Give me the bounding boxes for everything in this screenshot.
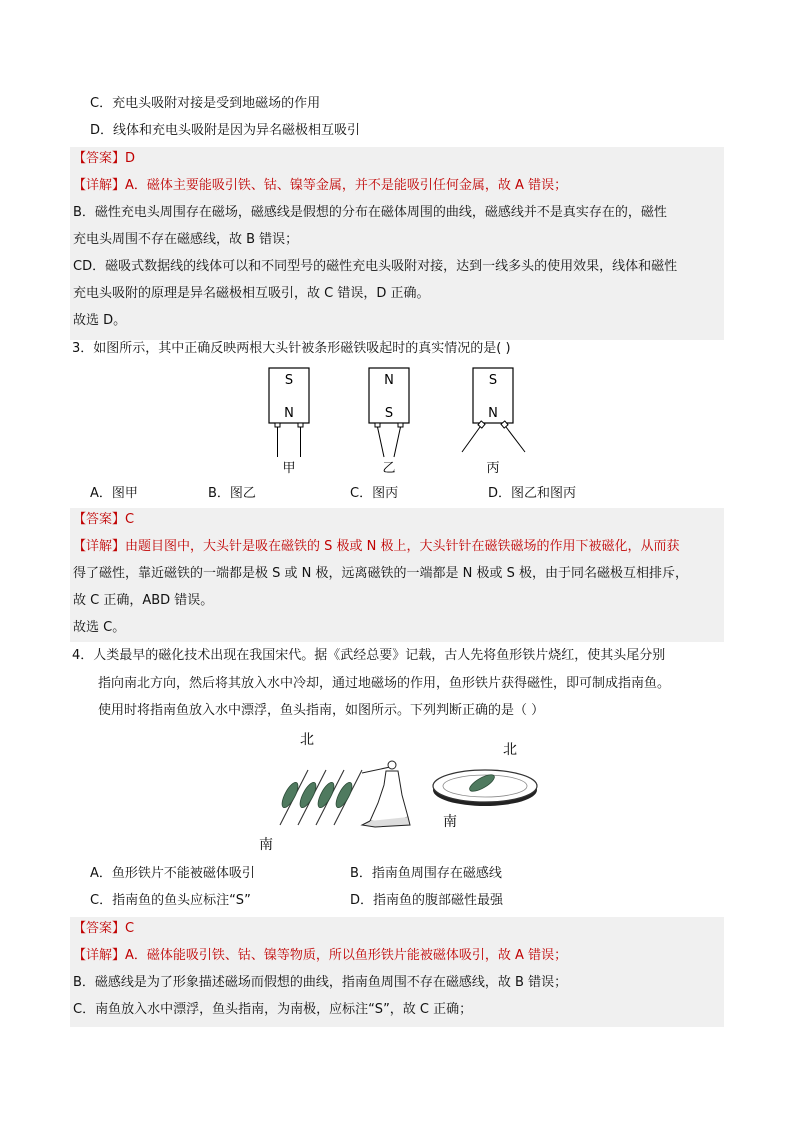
detail-label: 【详解】 [73,178,126,193]
answer-label: 【答案】 [73,921,126,936]
detail-line: B．磁性充电头周围存在磁场，磁感线是假想的分布在磁体周围的曲线，磁感线并不是真实存在的，磁性 [73,205,667,220]
detail-label: 【详解】 [73,539,126,554]
q3-option-d: D．图乙和图丙 [488,486,577,501]
q2-answer-block [70,147,724,340]
q4-option-b: B．指南鱼周围存在磁感线 [350,866,502,881]
conclusion: 故选 D。 [73,313,127,328]
answer-label: 【答案】 [73,151,126,166]
detail-line: 得了磁性，靠近磁铁的一端都是极 S 或 N 极，远离磁铁的一端都是 N 极或 S 极，由于同名磁极互相排斥， [73,566,689,581]
q3-figure [255,365,545,480]
detail-line: C．南鱼放入水中漂浮，鱼头指南，为南极，应标注“S”，故 C 正确； [73,1002,473,1017]
south-label: 南 [259,837,273,853]
figure-caption: 丙 [486,461,500,476]
answer-value: C [125,512,135,527]
q3-answer-block [70,508,724,642]
q2-option-d: D．线体和充电头吸附是因为异名磁极相互吸引 [90,123,361,138]
detail-label: 【详解】 [73,948,126,963]
figure-bing [462,368,525,476]
magnet-top-pole: S [284,373,294,388]
north-label: 北 [300,732,314,748]
north-label: 北 [503,742,517,758]
detail-line: B．磁感线是为了形象描述磁场而假想的曲线，指南鱼周围不存在磁感线，故 B 错误； [73,975,568,990]
magnet-bottom-pole: N [488,406,498,421]
magnet-top-pole: N [384,373,394,388]
q4-option-d: D．指南鱼的腹部磁性最强 [350,893,504,908]
magnet-top-pole: S [488,373,498,388]
q3-option-a: A．图甲 [90,486,138,501]
conclusion: 故选 C。 [73,620,126,635]
q4-option-a: A．鱼形铁片不能被磁体吸引 [90,866,255,881]
q4-option-c: C．指南鱼的鱼头应标注“S” [90,893,251,908]
detail-line: CD．磁吸式数据线的线体可以和不同型号的磁性充电头吸附对接，达到一线多头的使用效果，线体和磁性 [73,259,678,274]
figure-jia [269,368,309,476]
answer-value: C [125,921,135,936]
figure-yi [369,368,409,476]
detail-line: 由题目图中，大头针是吸在磁铁的 S 极或 N 极上，大头针针在磁铁磁场的作用下被磁化，从而获 [125,539,680,554]
magnet-bottom-pole: N [284,406,294,421]
detail-line: A．磁体能吸引铁、钴、镍等物质，所以鱼形铁片能被磁体吸引，故 A 错误； [125,948,568,963]
figure-caption: 乙 [382,461,396,476]
detail-line: 充电头吸附的原理是异名磁极相互吸引，故 C 错误，D 正确。 [73,286,430,301]
q3-stem: 3．如图所示，其中正确反映两根大头针被条形磁铁吸起时的真实情况的是( ) [72,341,511,356]
ancient-figure [362,761,410,827]
detail-line: A．磁体主要能吸引铁、钴、镍等金属，并不是能吸引任何金属，故 A 错误； [125,178,568,193]
south-label: 南 [443,814,457,830]
q3-option-c: C．图丙 [350,486,399,501]
q4-stem-line: 指向南北方向，然后将其放入水中冷却，通过地磁场的作用，鱼形铁片获得磁性，即可制成指南鱼。 [98,676,671,691]
q4-stem-line: 使用时将指南鱼放入水中漂浮，鱼头指南，如图所示。下列判断正确的是（ ） [98,703,545,718]
detail-line: 故 C 正确，ABD 错误。 [73,593,214,608]
q2-option-c: C．充电头吸附对接是受到地磁场的作用 [90,96,321,111]
q4-figure [250,725,550,860]
figure-caption: 甲 [282,461,296,476]
q3-option-b: B．图乙 [208,486,256,501]
answer-label: 【答案】 [73,512,126,527]
q4-stem-line: 4．人类最早的磁化技术出现在我国宋代。据《武经总要》记载，古人先将鱼形铁片烧红，使其头尾分别 [72,648,666,663]
answer-value: D [125,151,136,166]
magnet-bottom-pole: S [384,406,394,421]
detail-line: 充电头周围不存在磁感线，故 B 错误； [73,232,299,247]
q4-answer-block [70,917,724,1027]
water-plate [433,770,537,806]
